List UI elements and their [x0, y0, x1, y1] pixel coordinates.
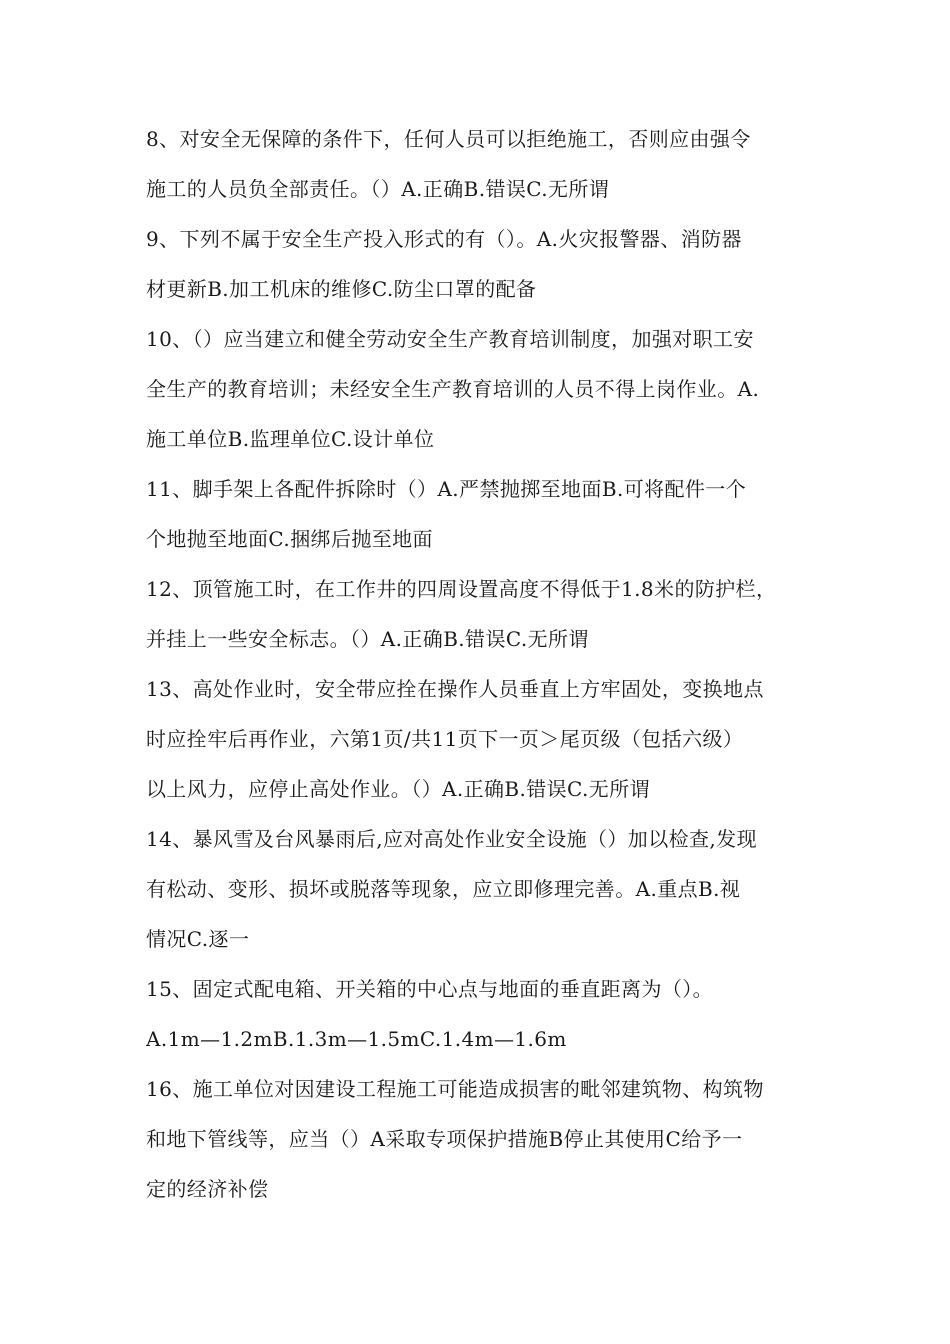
q10-line-1: 10、（）应当建立和健全劳动安全生产教育培训制度，加强对职工安: [146, 327, 754, 351]
q15-line-1: 15、固定式配电箱、开关箱的中心点与地面的垂直距离为（）。: [146, 977, 714, 1001]
q14-line-1: 14、暴风雪及台风暴雨后,应对高处作业安全设施（）加以检查,发现: [146, 827, 757, 851]
q13-line-1: 13、高处作业时，安全带应拴在操作人员垂直上方牢固处，变换地点: [146, 677, 764, 701]
q10-line-3: 施工单位B.监理单位C.设计单位: [146, 427, 435, 451]
q12-line-1: 12、顶管施工时，在工作井的四周设置高度不得低于1.8米的防护栏，: [146, 577, 777, 601]
q11-line-1: 11、脚手架上各配件拆除时（）A.严禁抛掷至地面B.可将配件一个: [146, 477, 747, 501]
q16-line-1: 16、施工单位对因建设工程施工可能造成损害的毗邻建筑物、构筑物: [146, 1077, 764, 1101]
q16-line-2: 和地下管线等，应当（）A采取专项保护措施B停止其使用C给予一: [146, 1127, 743, 1151]
q9-line-1: 9、下列不属于安全生产投入形式的有（）。A.火灾报警器、消防器: [146, 227, 742, 251]
q8-line-1: 8、对安全无保障的条件下，任何人员可以拒绝施工，否则应由强令: [146, 127, 751, 151]
q10-line-2: 全生产的教育培训；未经安全生产教育培训的人员不得上岗作业。A.: [146, 377, 760, 401]
q14-line-2: 有松动、变形、损坏或脱落等现象，应立即修理完善。A.重点B.视: [146, 877, 741, 901]
q16-line-3: 定的经济补偿: [146, 1177, 269, 1201]
q8-line-2: 施工的人员负全部责任。（）A.正确B.错误C.无所谓: [146, 177, 610, 201]
q15-line-2: A.1m—1.2mB.1.3m—1.5mC.1.4m—1.6m: [146, 1027, 567, 1051]
q12-line-2: 并挂上一些安全标志。（）A.正确B.错误C.无所谓: [146, 627, 589, 651]
q9-line-2: 材更新B.加工机床的维修C.防尘口罩的配备: [146, 277, 537, 301]
q13-line-2: 时应拴牢后再作业，六第1页/共11页下一页＞尾页级（包括六级）: [146, 727, 744, 751]
q11-line-2: 个地抛至地面C.捆绑后抛至地面: [146, 527, 433, 551]
q13-line-3: 以上风力，应停止高处作业。（）A.正确B.错误C.无所谓: [146, 777, 651, 801]
q14-line-3: 情况C.逐一: [146, 927, 250, 951]
